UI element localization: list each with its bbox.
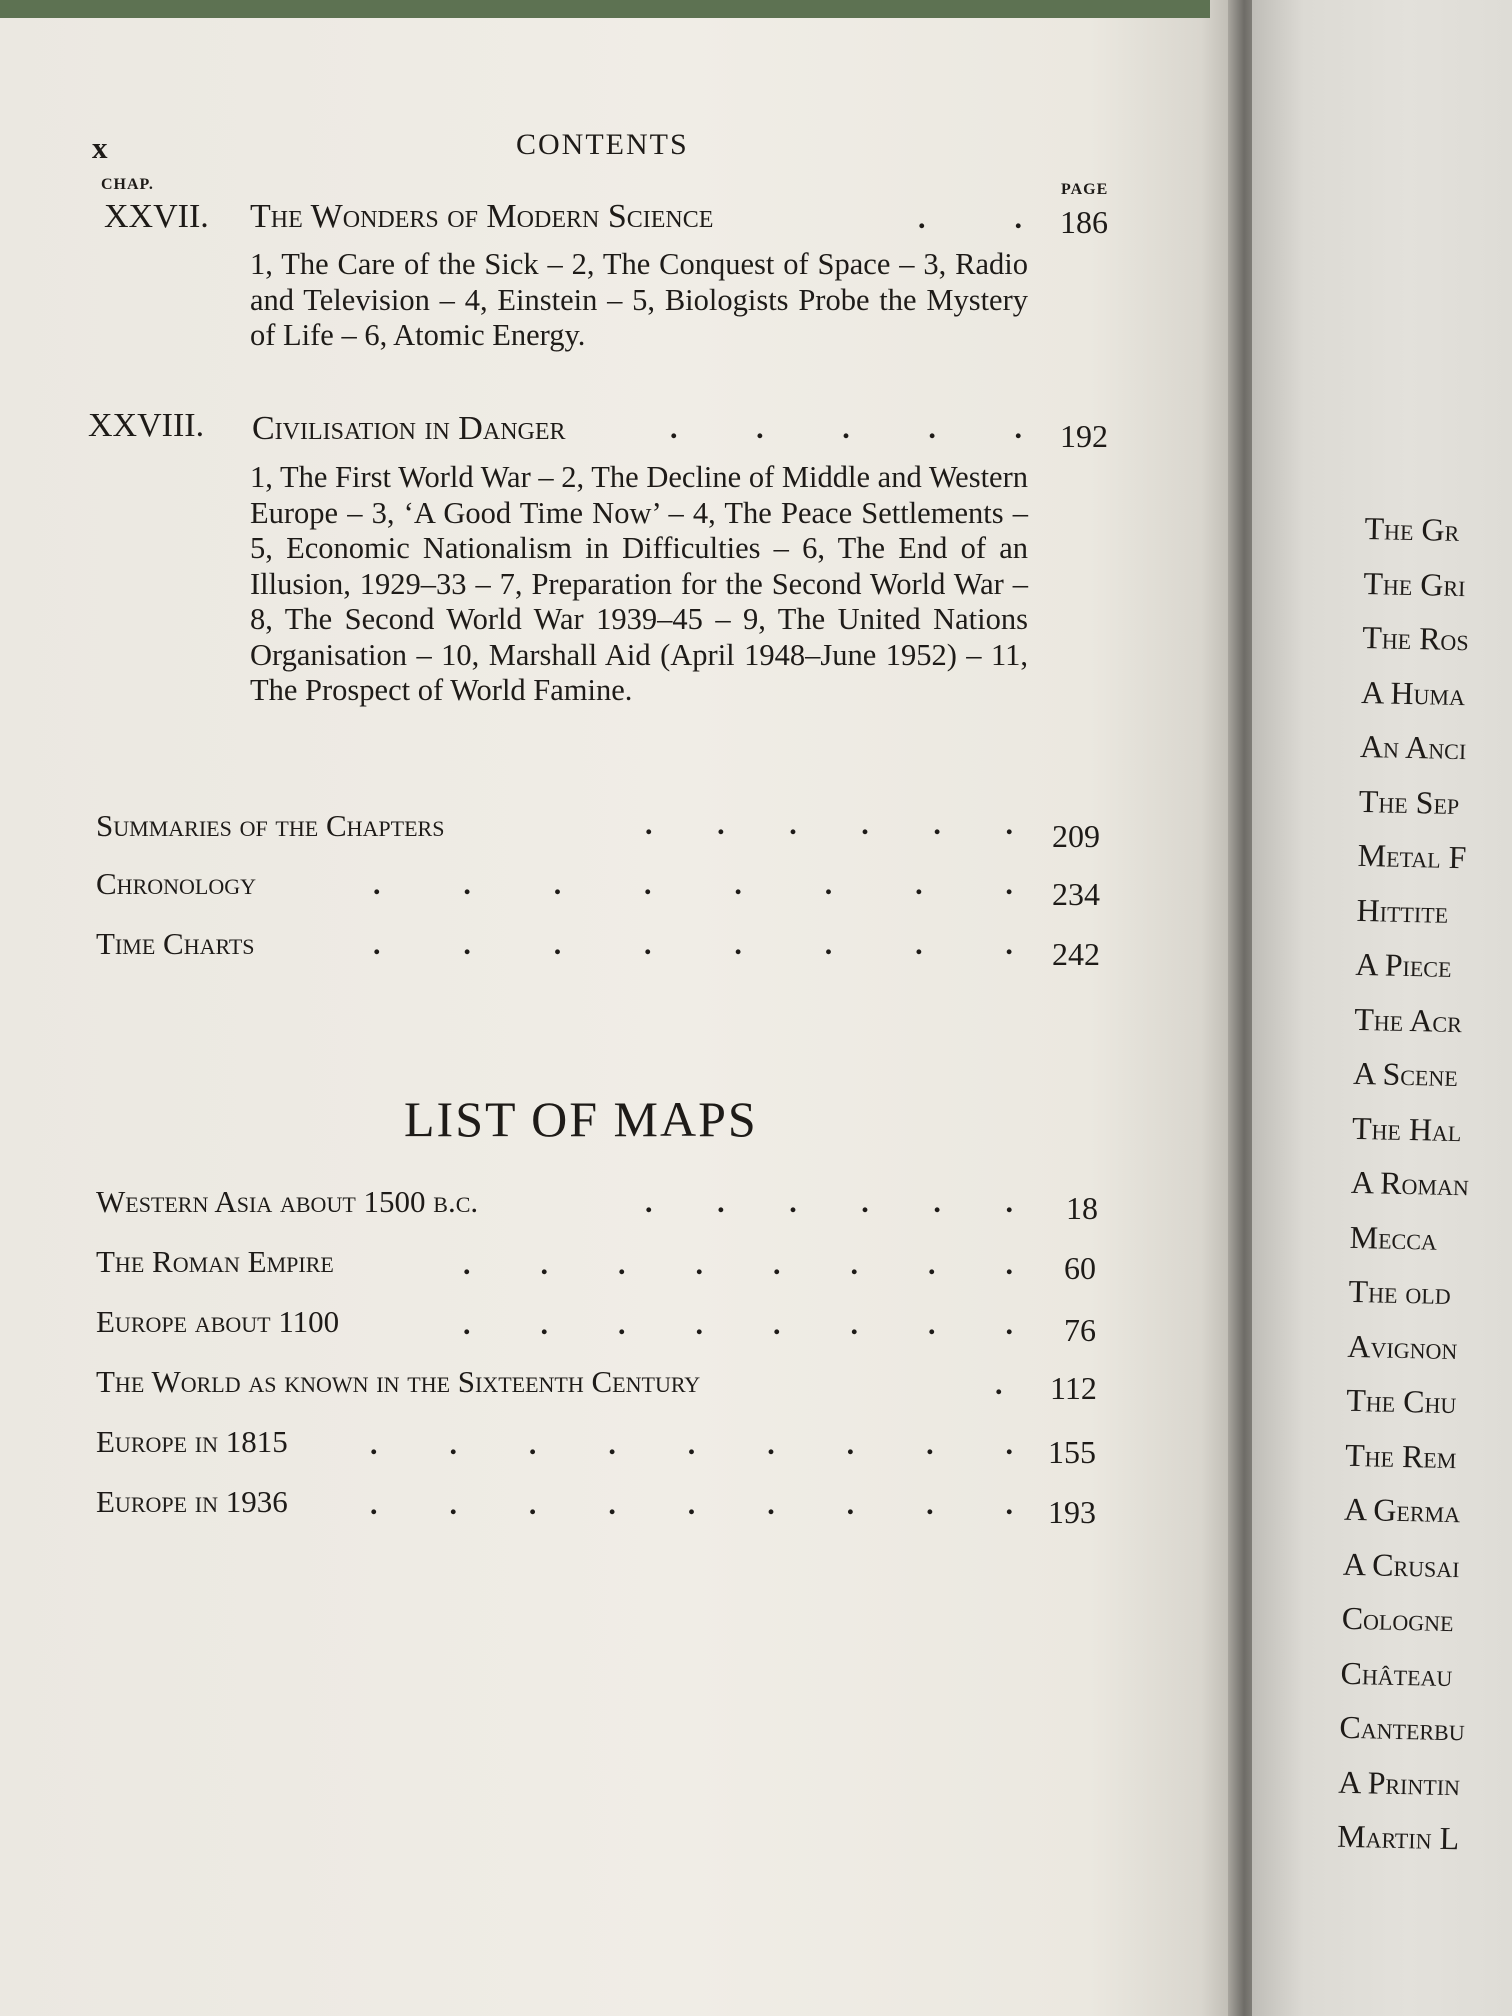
map-page: 18 [1066, 1190, 1098, 1226]
leader-dots: . . . . . . . . . [370, 1428, 1013, 1461]
facing-page-line: The Chu [1345, 1381, 1457, 1421]
leader-dots: . . . . . . . . [463, 1308, 1013, 1341]
facing-page-list [1336, 510, 1512, 1875]
back-matter-page: 234 [1052, 876, 1100, 912]
facing-page-line: The Ros [1361, 618, 1470, 658]
page-column-header: PAGE [1061, 181, 1109, 198]
leader-dots: . . . . . . . . [463, 1248, 1013, 1281]
chapter-description: 1, The First World War – 2, The Decline of Middle and Western Europe – 3, ‘A Good Time Now’ – 4, The Peace Settlements – 5, Economic Nationalism in Difficulties – 6, The End of an Illusion, 1929–33 – 7, Preparation for the Second World War – 8, The Second World War 1939–45 – 9, The United Nations Organisation – 10, Marshall Aid (April 1948–June 1952) – 11, The Prospect of World Famine. [250, 460, 1028, 707]
back-matter-title: Chronology [96, 866, 257, 901]
back-matter-page: 209 [1052, 818, 1100, 854]
facing-page-line: The Sep [1358, 782, 1460, 821]
facing-page-line: Cologne [1341, 1599, 1454, 1639]
facing-page-line: A Huma [1360, 673, 1466, 712]
chapter-number: XXVIII. [88, 407, 205, 444]
map-title: Europe in 1936 [96, 1484, 288, 1519]
map-title: The World as known in the Sixteenth Century [96, 1364, 701, 1399]
chapter-number: XXVII. [104, 198, 209, 235]
chapter-title: Civilisation in Danger [252, 410, 566, 447]
facing-page-line: A Roman [1350, 1163, 1470, 1203]
facing-page-line: Hittite [1356, 891, 1449, 930]
page-number-roman: x [92, 130, 108, 165]
facing-page-line: The Hal [1351, 1109, 1462, 1148]
facing-page-line: The Gr [1364, 510, 1460, 548]
leader-dots: . . . . . . . . [373, 928, 1013, 961]
map-title: The Roman Empire [96, 1244, 334, 1279]
map-page: 76 [1064, 1312, 1096, 1348]
leader-dots: . . . . . [670, 412, 1022, 445]
map-title: Europe in 1815 [96, 1424, 288, 1459]
chapter-title: The Wonders of Modern Science [250, 198, 714, 235]
facing-page-line: A Crusai [1342, 1545, 1460, 1584]
facing-page-line: An Anci [1359, 727, 1467, 767]
chapter-page: 192 [1060, 418, 1108, 454]
facing-page-line: Château [1340, 1654, 1453, 1693]
map-page: 193 [1048, 1494, 1096, 1530]
leader-dots: . [995, 1368, 1003, 1401]
book-cover-edge [0, 0, 1210, 18]
facing-page-line: Avignon [1347, 1327, 1458, 1366]
leader-dots: . . . . . . . . [373, 868, 1013, 901]
facing-page-line: Metal F [1357, 836, 1467, 876]
facing-page-line: The Acr [1353, 1000, 1463, 1039]
leader-dots: . . [918, 202, 1022, 235]
back-matter-title: Summaries of the Chapters [96, 808, 445, 843]
chapter-page: 186 [1060, 204, 1108, 240]
back-matter-title: Time Charts [96, 926, 255, 961]
map-page: 155 [1048, 1434, 1096, 1470]
chap-column-header: CHAP. [101, 176, 154, 193]
list-of-maps-heading: LIST OF MAPS [404, 1091, 758, 1147]
back-matter-page: 242 [1052, 936, 1100, 972]
chapter-description: 1, The Care of the Sick – 2, The Conquest of Space – 3, Radio and Television – 4, Einstein – 5, Biologists Probe the Mystery of Life – 6, Atomic Energy. [250, 247, 1028, 352]
map-page: 112 [1050, 1370, 1097, 1406]
facing-page-line: A Printin [1337, 1763, 1461, 1802]
page-running-title: CONTENTS [516, 128, 689, 161]
map-page: 60 [1064, 1250, 1096, 1286]
facing-page-line: The Gri [1363, 564, 1466, 603]
facing-page-line: The Rem [1344, 1436, 1457, 1475]
leader-dots: . . . . . . . . . [370, 1488, 1013, 1521]
facing-page-line: The old [1348, 1272, 1452, 1311]
leader-dots: . . . . . . [645, 1186, 1013, 1219]
facing-page-line: A Scene [1352, 1054, 1459, 1094]
leader-dots: . . . . . . [645, 808, 1013, 841]
facing-page-line: Martin L [1336, 1817, 1460, 1857]
facing-page-line: A Germa [1343, 1490, 1461, 1530]
map-title: Western Asia about 1500 b.c. [96, 1184, 479, 1219]
facing-page-line: A Piece [1355, 945, 1452, 984]
map-title: Europe about 1100 [96, 1304, 340, 1339]
facing-page-line: Mecca [1349, 1218, 1438, 1257]
facing-page-line: Canterbu [1339, 1708, 1466, 1748]
